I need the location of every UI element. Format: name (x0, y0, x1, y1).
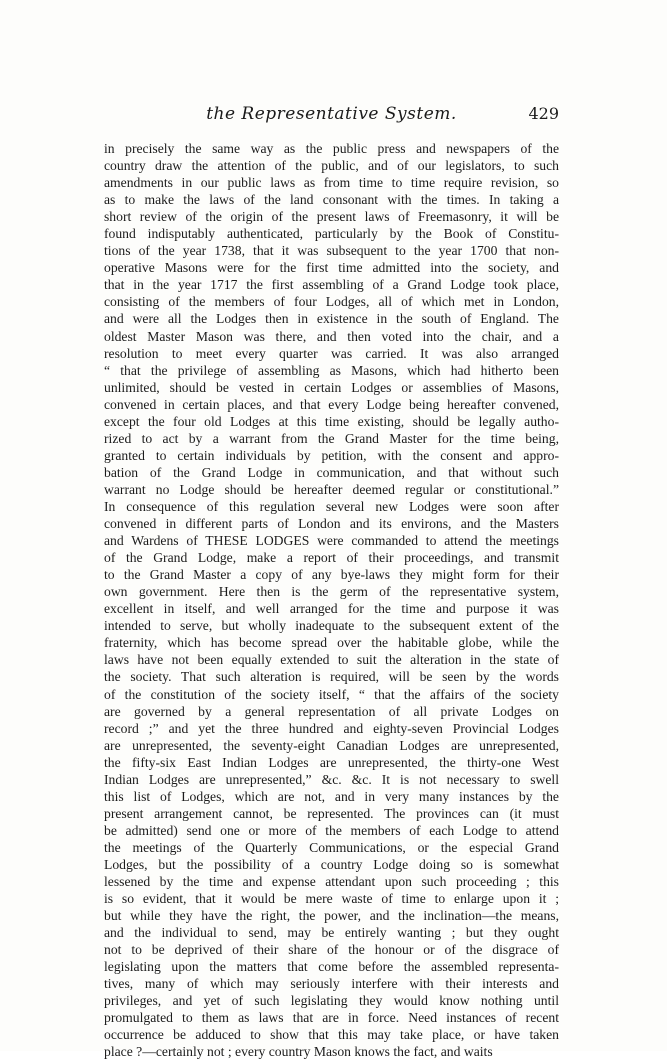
text-line: the fifty-six East Indian Lodges are unrepresented, the thirty-one West (104, 754, 559, 770)
text-line: to the Grand Master a copy of any bye-laws they might form for their (104, 567, 559, 583)
text-line: in precisely the same way as the public press and newspapers of the (104, 141, 559, 156)
text-line: tives, many of which may seriously interfere with their interests and (104, 976, 559, 992)
text-line: present arrangement cannot, be represented. The provinces can (it must (104, 805, 559, 821)
text-line: is so evident, that it would be mere waste of time to enlarge upon it ; (104, 891, 559, 907)
text-line: Indian Lodges are unrepresented,” &c. &c. It is not necessary to swell (104, 771, 559, 787)
text-line: that in the year 1717 the first assembling of a Grand Lodge took place, (104, 277, 559, 293)
text-line: privileges, and yet of such legislating they would know nothing until (104, 993, 559, 1009)
text-line: rized to act by a warrant from the Grand Master for the time being, (104, 430, 559, 446)
text-line: operative Masons were for the first time admitted into the society, and (104, 260, 559, 276)
text-line: In consequence of this regulation several new Lodges were soon after (104, 498, 559, 514)
text-line: resolution to meet every quarter was carried. It was also arranged (104, 345, 559, 361)
running-head (104, 104, 559, 130)
running-title: the Representative System. (206, 104, 457, 124)
text-line: promulgated to them as laws that are in force. Need instances of recent (104, 1010, 559, 1026)
page-number: 429 (528, 104, 559, 123)
text-line: short review of the origin of the present laws of Freemasonry, it will be (104, 209, 559, 225)
text-line: laws have not been equally extended to suit the alteration in the state of (104, 652, 559, 668)
text-line: occurrence be adduced to show that this may take place, or have taken (104, 1027, 559, 1043)
text-line: as to make the laws of the land consonant with the times. In taking a (104, 192, 559, 208)
text-line: oldest Master Mason was there, and then voted into the chair, and a (104, 328, 559, 344)
text-line: granted to certain individuals by petition, with the consent and appro- (104, 447, 559, 463)
text-line: and Wardens of THESE LODGES were commanded to attend the meetings (104, 533, 559, 549)
text-line: are unrepresented, the seventy-eight Canadian Lodges are unrepresented, (104, 737, 559, 753)
text-line: fraternity, which has become spread over the habitable globe, while the (104, 635, 559, 651)
text-line: warrant no Lodge should be hereafter deemed regular or constitutional.” (104, 481, 559, 497)
text-line: of the constitution of the society itself, “ that the affairs of the society (104, 686, 559, 702)
text-line: record ;” and yet the three hundred and eighty-seven Provincial Lodges (104, 720, 559, 736)
text-line: the society. That such alteration is required, will be seen by the words (104, 669, 559, 685)
text-line: country draw the attention of the public, and of our legislators, to such (104, 158, 559, 174)
text-line: except the four old Lodges at this time existing, should be legally autho- (104, 413, 559, 429)
text-line: “ that the privilege of assembling as Masons, which had hitherto been (104, 362, 559, 378)
text-line: Lodges, but the possibility of a country Lodge doing so is somewhat (104, 856, 559, 872)
text-line: consisting of the members of four Lodges, all of which met in London, (104, 294, 559, 310)
text-line: the meetings of the Quarterly Communications, or the especial Grand (104, 839, 559, 855)
text-line: unlimited, should be vested in certain Lodges or assemblies of Masons, (104, 379, 559, 395)
body-text (104, 140, 559, 1061)
text-line: bation of the Grand Lodge in communication, and that without such (104, 464, 559, 480)
text-line: own government. Here then is the germ of the representative system, (104, 584, 559, 600)
text-line: convened in different parts of London and its environs, and the Masters (104, 516, 559, 532)
text-line: found indisputably authenticated, particularly by the Book of Constitu- (104, 226, 559, 242)
text-line: be admitted) send one or more of the members of each Lodge to attend (104, 822, 559, 838)
text-line: this list of Lodges, which are not, and in very many instances by the (104, 788, 559, 804)
text-line: and the individual to send, may be entirely wanting ; but they ought (104, 925, 559, 941)
text-line: and were all the Lodges then in existence in the south of England. The (104, 311, 559, 327)
text-line: intended to serve, but wholly inadequate to the subsequent extent of the (104, 618, 559, 634)
text-line: are governed by a general representation of all private Lodges on (104, 703, 559, 719)
text-line: of the Grand Lodge, make a report of their proceedings, and transmit (104, 550, 559, 566)
text-line: legislating upon the matters that come before the assembled representa- (104, 959, 559, 975)
text-line: not to be deprived of their share of the honour or of the disgrace of (104, 942, 559, 958)
text-line: tions of the year 1738, that it was subsequent to the year 1700 that non- (104, 243, 559, 259)
text-line: amendments in our public laws as from time to time require revision, so (104, 175, 559, 191)
text-line: place ?—certainly not ; every country Mason knows the fact, and waits (104, 1044, 493, 1060)
text-line: excellent in itself, and well arranged for the time and purpose it was (104, 601, 559, 617)
text-line: lessened by the time and expense attendant upon such proceeding ; this (104, 874, 559, 890)
text-line: but while they have the right, the power, and the inclination—the means, (104, 908, 559, 924)
text-line: convened in certain places, and that every Lodge being hereafter convened, (104, 396, 559, 412)
